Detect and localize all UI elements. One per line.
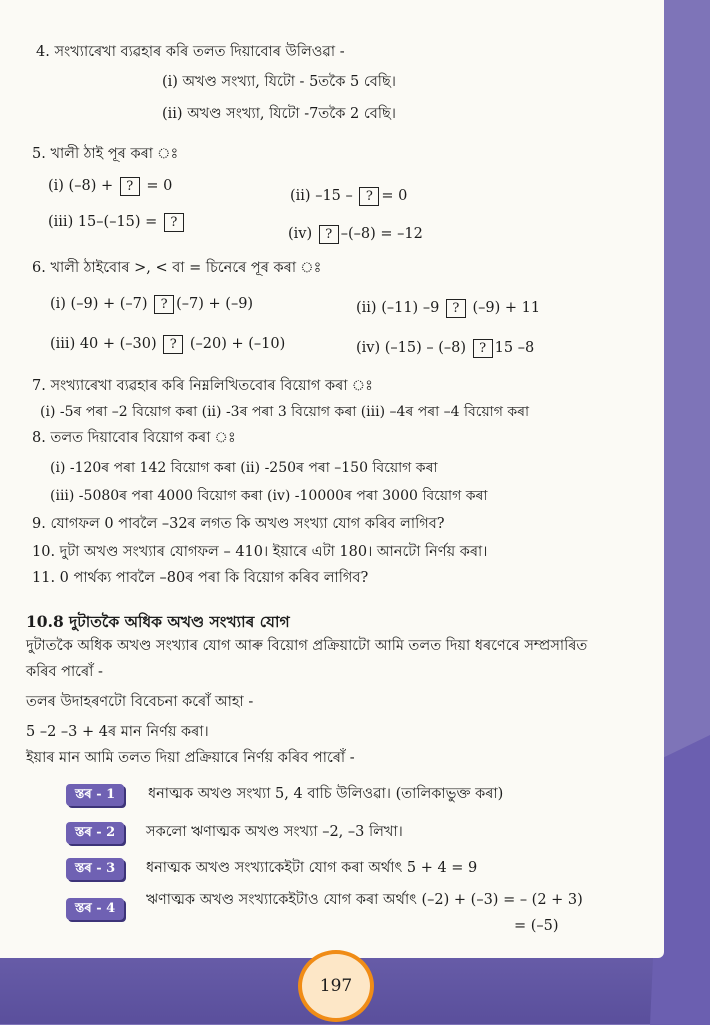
question-9: 9. যোগফল 0 পাবলৈ –32ৰ লগত কি অখণ্ড সংখ্যা যোগ কৰিব লাগিব?	[32, 516, 445, 532]
blank-box: ?	[163, 335, 183, 354]
section-heading: 10.8 দুটাতকৈ অধিক অখণ্ড সংখ্যাৰ যোগ	[26, 612, 290, 631]
question-6-i: (i) (–9) + (–7) ? (–7) + (–9)	[50, 296, 254, 312]
step-3-label: স্তৰ - 3	[66, 858, 124, 880]
question-7-items: (i) -5ৰ পৰা –2 বিয়োগ কৰা (ii) -3ৰ পৰা 3 বিয়োগ কৰা (iii) –4ৰ পৰা –4 বিয়োগ কৰা	[40, 404, 530, 420]
question-8: 8. তলত দিয়াবোৰ বিয়োগ কৰা ঃ	[32, 430, 236, 446]
question-6-ii: (ii) (–11) –9 ? (–9) + 11	[356, 300, 541, 316]
step-4-label: স্তৰ - 4	[66, 898, 124, 920]
step-4-text: ঋণাত্মক অখণ্ড সংখ্যাকেইটাও যোগ কৰা অৰ্থাৎ (–2) + (–3) = – (2 + 3)	[146, 892, 583, 908]
question-4-i: (i) অখণ্ড সংখ্যা, যিটো - 5তকৈ 5 বেছি।	[162, 74, 396, 90]
question-5-ii: (ii) –15 – ? = 0	[290, 188, 408, 204]
blank-box: ?	[359, 187, 379, 206]
step-2-text: সকলো ঋণাত্মক অখণ্ড সংখ্যা –2, –3 লিখা।	[146, 824, 403, 840]
step-3-text: ধনাত্মক অখণ্ড সংখ্যাকেইটা যোগ কৰা অৰ্থাৎ 5 + 4 = 9	[146, 860, 478, 876]
question-5-iv: (iv) ? –(–8) = –12	[288, 226, 423, 242]
step-1-label: স্তৰ - 1	[66, 784, 124, 806]
blank-box: ?	[446, 299, 466, 318]
question-6-iv: (iv) (–15) – (–8) ? 15 –8	[356, 340, 535, 356]
question-11: 11. 0 পাৰ্থক্য পাবলৈ –80ৰ পৰা কি বিয়োগ কৰিব লাগিব?	[32, 570, 369, 586]
paragraph-1-cont: কৰিব পাৰোঁ -	[26, 664, 103, 680]
step-2-label: স্তৰ - 2	[66, 822, 124, 844]
paragraph-1: দুটাতকৈ অধিক অখণ্ড সংখ্যাৰ যোগ আৰু বিয়োগ প্ৰক্ৰিয়াটো আমি তলত দিয়া ধৰণেৰে সম্প্ৰসাৰিত	[26, 638, 588, 654]
question-8-row-2: (iii) -5080ৰ পৰা 4000 বিয়োগ কৰা (iv) -10000ৰ পৰা 3000 বিয়োগ কৰা	[50, 488, 488, 504]
question-6: 6. খালী ঠাইবোৰ >, < বা = চিনেৰে পূৰ কৰা ঃ	[32, 260, 322, 276]
question-5: 5. খালী ঠাই পূৰ কৰা ঃ	[32, 146, 179, 162]
blank-box: ?	[319, 225, 339, 244]
question-4-ii: (ii) অখণ্ড সংখ্যা, যিটো -7তকৈ 2 বেছি।	[162, 106, 396, 122]
page-number: 197	[298, 950, 374, 1022]
blank-box: ?	[120, 177, 140, 196]
question-10: 10. দুটা অখণ্ড সংখ্যাৰ যোগফল – 410। ইয়াৰে এটা 180। আনটো নিৰ্ণয় কৰা।	[32, 544, 488, 560]
step-4-result: = (–5)	[514, 918, 559, 934]
question-5-i: (i) (–8) + ? = 0	[48, 178, 173, 194]
question-7: 7. সংখ্যাৰেখা ব্যৱহাৰ কৰি নিম্নলিখিতবোৰ বিয়োগ কৰা ঃ	[32, 378, 373, 394]
blank-box: ?	[154, 295, 174, 314]
question-5-iii: (iii) 15–(–15) = ?	[48, 212, 186, 232]
blank-box: ?	[164, 213, 184, 232]
question-6-iii: (iii) 40 + (–30) ? (–20) + (–10)	[50, 336, 286, 352]
expression-line: 5 –2 –3 + 4ৰ মান নিৰ্ণয় কৰা।	[26, 724, 209, 740]
question-8-row-1: (i) -120ৰ পৰা 142 বিয়োগ কৰা (ii) -250ৰ পৰা –150 বিয়োগ কৰা	[50, 460, 438, 476]
step-1-text: ধনাত্মক অখণ্ড সংখ্যা 5, 4 বাচি উলিওৱা। (তালিকাভুক্ত কৰা)	[148, 786, 504, 802]
paragraph-2: তলৰ উদাহৰণটো বিবেচনা কৰোঁ আহা -	[26, 694, 254, 710]
blank-box: ?	[473, 339, 493, 358]
question-4: 4. সংখ্যাৰেখা ব্যৱহাৰ কৰি তলত দিয়াবোৰ উলিওৱা -	[36, 44, 345, 60]
paragraph-4: ইয়াৰ মান আমি তলত দিয়া প্ৰক্ৰিয়াৰে নিৰ্ণয় কৰিব পাৰোঁ -	[26, 750, 355, 766]
